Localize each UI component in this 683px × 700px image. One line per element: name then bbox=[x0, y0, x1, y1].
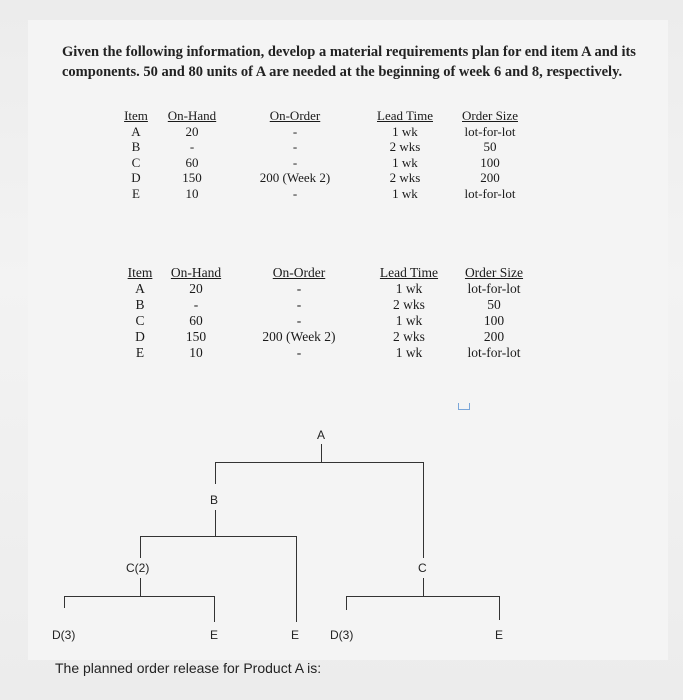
tree-node-b: B bbox=[210, 493, 219, 507]
cell-order-size: 200 bbox=[480, 170, 500, 185]
header-item: Item bbox=[124, 108, 148, 123]
tree-connector bbox=[346, 596, 347, 610]
cell-item: B bbox=[135, 297, 145, 312]
cell-lead-time: 1 wk bbox=[392, 154, 418, 170]
table-row bbox=[122, 329, 534, 345]
header-order-size: Order Size bbox=[464, 265, 524, 280]
cell-on-hand: 20 bbox=[185, 123, 199, 139]
cell-on-order: - bbox=[292, 154, 298, 170]
cell-item: B bbox=[131, 139, 141, 154]
tree-connector bbox=[499, 596, 500, 620]
cell-lead-time: 1 wk bbox=[392, 185, 418, 201]
tree-node-d3-mid: D(3) bbox=[330, 628, 354, 642]
cell-order-size: 100 bbox=[480, 154, 500, 170]
table-row bbox=[122, 281, 534, 297]
tree-connector bbox=[140, 536, 297, 537]
cell-item: E bbox=[135, 345, 145, 360]
table-row bbox=[118, 170, 530, 186]
question-line-1: Given the following information, develop a material requirements plan for end item A and its bbox=[62, 44, 636, 60]
cell-on-order: - bbox=[292, 185, 298, 201]
cell-on-hand: 150 bbox=[182, 170, 202, 185]
cell-order-size: 50 bbox=[483, 139, 497, 154]
table-row bbox=[118, 186, 530, 202]
cell-item: D bbox=[135, 329, 145, 344]
cell-on-hand: 150 bbox=[185, 329, 207, 344]
cursor-bracket-icon bbox=[458, 403, 470, 410]
cell-item: C bbox=[131, 154, 141, 170]
tree-connector bbox=[214, 596, 215, 622]
header-lead-time: Lead Time bbox=[377, 108, 433, 123]
table-row bbox=[122, 313, 534, 329]
tree-connector bbox=[215, 462, 216, 484]
cell-on-order: - bbox=[296, 313, 302, 328]
cell-lead-time: 1 wk bbox=[395, 281, 423, 296]
header-item: Item bbox=[127, 265, 153, 280]
cell-on-hand: - bbox=[189, 139, 195, 154]
cell-order-size: 50 bbox=[487, 297, 501, 312]
inventory-table-copy bbox=[122, 265, 534, 361]
cell-on-order: 200 (Week 2) bbox=[259, 170, 331, 185]
cell-lead-time: 1 wk bbox=[395, 313, 423, 328]
cell-lead-time: 2 wks bbox=[393, 297, 425, 312]
cell-on-hand: 60 bbox=[189, 313, 203, 328]
tree-node-e-left: E bbox=[210, 628, 219, 642]
tree-connector bbox=[346, 596, 500, 597]
question-text bbox=[62, 42, 662, 82]
inventory-table bbox=[118, 108, 530, 201]
table-header-row bbox=[122, 265, 534, 281]
cell-on-hand: 20 bbox=[189, 281, 203, 296]
tree-connector bbox=[64, 596, 65, 608]
tree-connector bbox=[423, 578, 424, 596]
tree-connector bbox=[215, 462, 424, 463]
tree-connector bbox=[296, 536, 297, 622]
tree-node-e-mid: E bbox=[291, 628, 300, 642]
cell-on-order: - bbox=[296, 297, 302, 312]
cell-order-size: lot-for-lot bbox=[467, 281, 521, 296]
header-on-hand: On-Hand bbox=[170, 265, 222, 280]
cell-item: C bbox=[135, 313, 145, 328]
table-row bbox=[118, 124, 530, 140]
cell-item: A bbox=[131, 123, 141, 139]
cell-lead-time: 1 wk bbox=[392, 123, 418, 139]
tree-node-e-right: E bbox=[495, 628, 504, 642]
cell-item: E bbox=[132, 185, 140, 201]
tree-node-c: C bbox=[418, 561, 427, 575]
header-on-order: On-Order bbox=[269, 108, 321, 123]
tree-connector bbox=[140, 578, 141, 596]
answer-prompt: The planned order release for Product A is: bbox=[55, 660, 322, 676]
header-order-size: Order Size bbox=[462, 108, 518, 123]
cell-on-order: - bbox=[296, 345, 302, 360]
cell-on-order: - bbox=[292, 123, 298, 139]
tree-node-a: A bbox=[317, 428, 326, 442]
tree-node-c2: C(2) bbox=[126, 561, 150, 575]
cell-on-order: - bbox=[296, 281, 302, 296]
tree-node-d3-left: D(3) bbox=[52, 628, 76, 642]
tree-connector bbox=[140, 536, 141, 558]
cell-item: A bbox=[135, 281, 145, 296]
tree-connector bbox=[423, 462, 424, 558]
cell-on-hand: - bbox=[193, 297, 199, 312]
tree-connector bbox=[321, 444, 322, 462]
cell-order-size: 200 bbox=[483, 329, 505, 344]
question-line-2: components. 50 and 80 units of A are needed at the beginning of week 6 and 8, respectively. bbox=[62, 64, 623, 80]
table-header-row bbox=[118, 108, 530, 124]
table-row bbox=[122, 345, 534, 361]
cell-item: D bbox=[131, 170, 141, 185]
cell-on-hand: 60 bbox=[185, 154, 199, 170]
cell-on-order: - bbox=[292, 139, 298, 154]
cell-lead-time: 2 wks bbox=[393, 329, 425, 344]
header-lead-time: Lead Time bbox=[379, 265, 439, 280]
tree-connector bbox=[215, 510, 216, 536]
cell-on-hand: 10 bbox=[189, 345, 203, 360]
table-row bbox=[118, 139, 530, 155]
cell-lead-time: 2 wks bbox=[389, 170, 421, 185]
cell-order-size: lot-for-lot bbox=[464, 123, 516, 139]
cell-on-order: 200 (Week 2) bbox=[262, 329, 336, 344]
table-row bbox=[118, 155, 530, 171]
cell-order-size: lot-for-lot bbox=[467, 345, 521, 360]
tree-connector bbox=[64, 596, 215, 597]
table-row bbox=[122, 297, 534, 313]
cell-order-size: lot-for-lot bbox=[464, 185, 516, 201]
cell-lead-time: 2 wks bbox=[389, 139, 421, 154]
cell-lead-time: 1 wk bbox=[395, 345, 423, 360]
header-on-hand: On-Hand bbox=[167, 108, 217, 123]
cell-order-size: 100 bbox=[483, 313, 505, 328]
header-on-order: On-Order bbox=[272, 265, 326, 280]
cell-on-hand: 10 bbox=[185, 185, 199, 201]
